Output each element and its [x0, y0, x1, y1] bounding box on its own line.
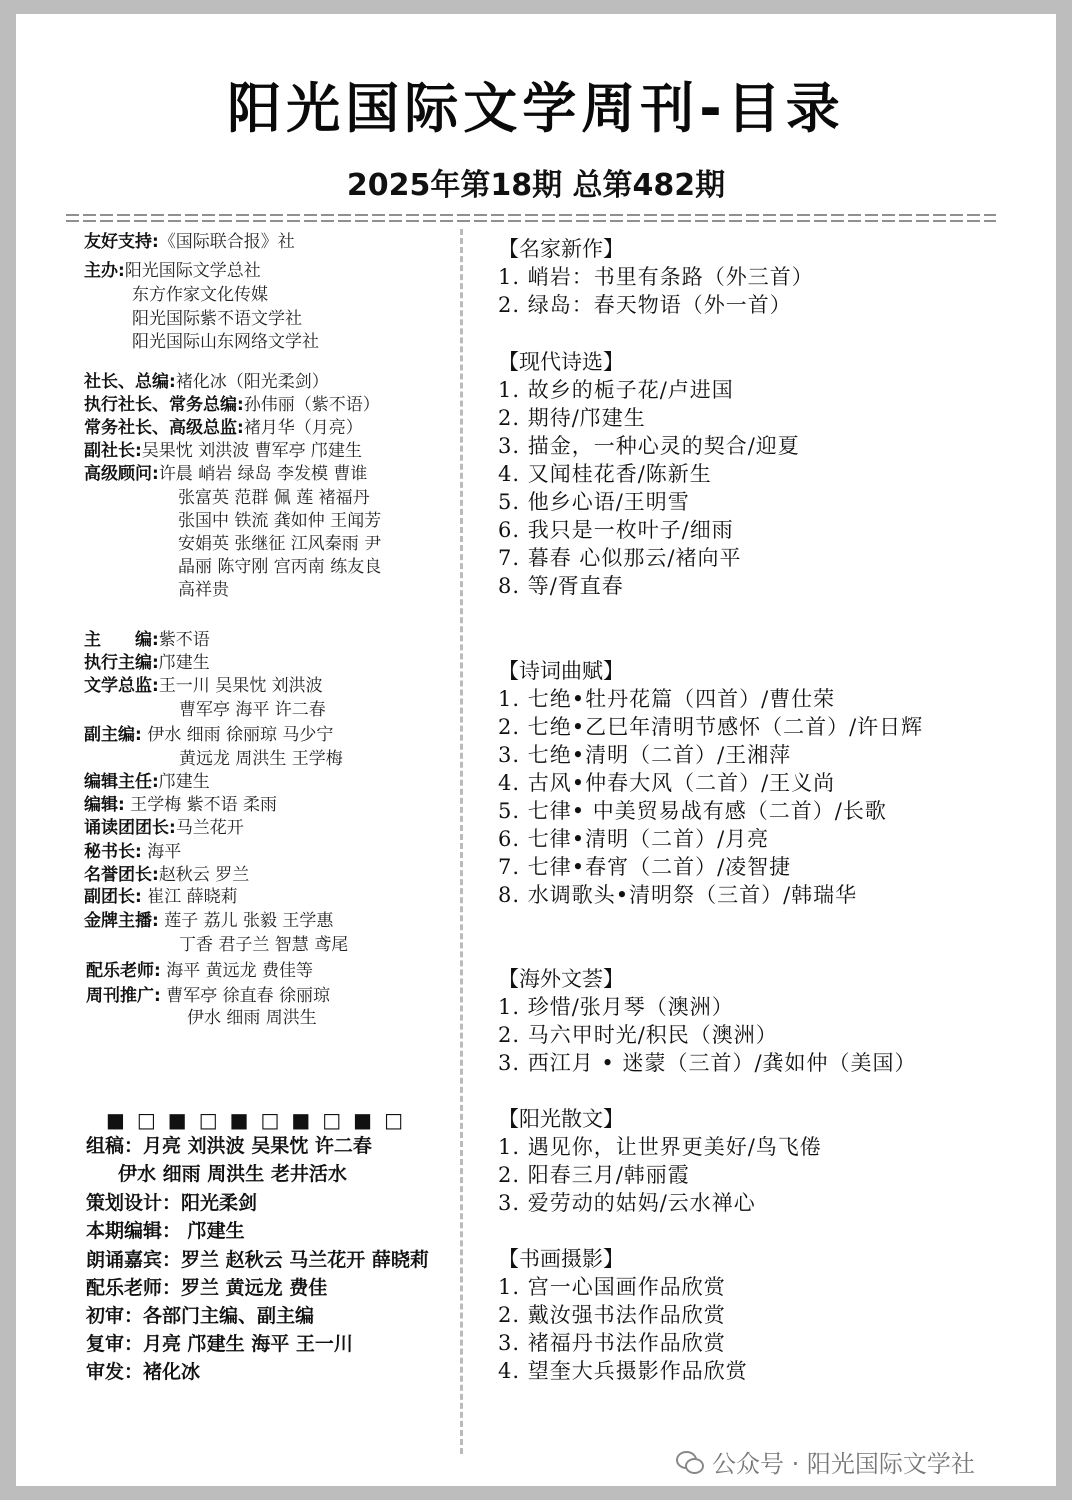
section-heading: 【现代诗选】 — [498, 350, 624, 374]
toc-entry: 2. 马六甲时光/积民（澳洲） — [498, 1023, 778, 1047]
masthead-row — [84, 260, 261, 282]
credit-line: 审发：褚化冰 — [86, 1361, 201, 1383]
masthead-row — [84, 910, 333, 932]
watermark — [676, 1444, 975, 1479]
toc-entry: 4. 古风•仲春大风（二首）/王义尚 — [498, 771, 836, 795]
toc-section — [498, 965, 917, 1077]
toc-entry: 6. 七律•清明（二首）/月亮 — [498, 827, 770, 851]
toc-entry: 8. 等/胥直春 — [498, 574, 624, 598]
masthead-value: 《国际联合报》社 — [158, 232, 295, 252]
masthead-row — [84, 440, 362, 462]
toc-section — [498, 1245, 748, 1385]
credit-line: 策划设计：阳光柔剑 — [86, 1192, 258, 1214]
toc-entry: 7. 七律•春宵（二首）/凌智捷 — [498, 855, 792, 879]
masthead-label: 秘书长: — [84, 842, 142, 862]
masthead-value: 王一川 吴果忱 刘洪波 — [158, 676, 323, 696]
credit-line: 伊水 细雨 周洪生 老井活水 — [118, 1163, 347, 1185]
toc-entry: 3. 爱劳动的姑妈/云水禅心 — [498, 1191, 756, 1215]
credit-line: 复审：月亮 邝建生 海平 王一川 — [86, 1333, 353, 1355]
toc-entry: 2. 戴汝强书法作品欣赏 — [498, 1303, 726, 1327]
section-heading: 【海外文荟】 — [498, 967, 624, 991]
toc-entry: 3. 七绝•清明（二首）/王湘萍 — [498, 743, 792, 767]
toc-entry: 4. 又闻桂花香/陈新生 — [498, 462, 712, 486]
toc-entry: 2. 期待/邝建生 — [498, 406, 646, 430]
masthead-label: 文学总监: — [84, 676, 159, 696]
masthead-label: 主办: — [84, 261, 125, 281]
masthead-value: 吴果忱 刘洪波 曹军亭 邝建生 — [141, 441, 363, 461]
toc-entry: 2. 七绝•乙巳年清明节感怀（二首）/许日辉 — [498, 715, 924, 739]
masthead-value: 海平 — [141, 842, 182, 862]
masthead-label: 副社长: — [84, 441, 142, 461]
credit-line: 本期编辑： 邝建生 — [86, 1220, 245, 1242]
toc-entry: 7. 暮春 心似那云/褚向平 — [498, 546, 742, 570]
masthead-row — [84, 817, 244, 839]
masthead-row — [86, 985, 330, 1007]
masthead-label: 金牌主播: — [84, 911, 159, 931]
masthead-label: 执行社长、常务总编: — [84, 395, 244, 415]
toc-entry: 5. 他乡心语/王明雪 — [498, 490, 690, 514]
masthead-row — [84, 463, 367, 485]
masthead-label: 周刊推广: — [86, 986, 161, 1006]
toc-entry: 3. 褚福丹书法作品欣赏 — [498, 1331, 726, 1355]
masthead-row — [84, 231, 295, 253]
masthead-label: 副团长: — [84, 887, 142, 907]
credit-line: 初审：各部门主编、副主编 — [86, 1305, 315, 1327]
masthead-row — [84, 724, 333, 746]
masthead-value: 莲子 荔儿 张毅 王学惠 — [158, 911, 334, 931]
masthead-value: 曹军亭 徐直春 徐丽琼 — [160, 986, 331, 1006]
toc-section — [498, 1105, 822, 1217]
toc-section — [498, 235, 814, 319]
masthead-value: 张国中 铁流 龚如仲 王闻芳 — [178, 511, 382, 531]
masthead-row — [84, 864, 249, 886]
masthead-value: 邝建生 — [158, 653, 210, 673]
masthead-label: 配乐老师: — [86, 961, 161, 981]
toc-entry: 5. 七律• 中美贸易战有感（二首）/长歌 — [498, 799, 887, 823]
masthead-label: 执行主编: — [84, 653, 159, 673]
section-heading: 【阳光散文】 — [498, 1107, 624, 1131]
masthead-value: 马兰花开 — [175, 818, 244, 838]
masthead-row — [84, 394, 380, 416]
section-heading: 【诗词曲赋】 — [498, 659, 624, 683]
masthead-value: 张富英 范群 佩 莲 褚福丹 — [178, 488, 370, 508]
document-page — [16, 14, 1056, 1486]
toc-entry: 4. 望奎大兵摄影作品欣赏 — [498, 1359, 748, 1383]
masthead-row — [84, 886, 238, 908]
masthead-value: 阳光国际山东网络文学社 — [132, 332, 319, 352]
masthead-label: 友好支持: — [84, 232, 159, 252]
credit-line: 配乐老师：罗兰 黄远龙 费佳 — [86, 1277, 328, 1299]
issue-number: 2025年第18期 总第482期 — [346, 168, 726, 203]
toc-entry: 1. 珍惜/张月琴（澳洲） — [498, 995, 734, 1019]
double-dashed-rule — [66, 212, 996, 225]
masthead-row — [84, 629, 210, 651]
toc-entry: 8. 水调歌头•清明祭（三首）/韩瑞华 — [498, 883, 858, 907]
masthead-label: 副主编: — [84, 725, 142, 745]
masthead-value: 东方作家文化传媒 — [132, 285, 268, 305]
masthead-label: 常务社长、高级总监: — [84, 418, 244, 438]
toc-entry: 1. 峭岩：书里有条路（外三首） — [498, 265, 814, 289]
masthead-value: 伊水 细雨 徐丽琼 马少宁 — [141, 725, 334, 745]
masthead-value: 安娟英 张继征 江风秦雨 尹 — [178, 534, 382, 554]
masthead-row — [84, 841, 181, 863]
column-divider — [460, 229, 463, 1454]
masthead-value: 阳光国际紫不语文学社 — [132, 309, 302, 329]
masthead-value: 王学梅 紫不语 柔雨 — [124, 795, 278, 815]
masthead-row — [84, 371, 329, 393]
masthead-row — [86, 960, 313, 982]
toc-entry: 1. 遇见你，让世界更美好/鸟飞倦 — [498, 1135, 822, 1159]
masthead-value: 伊水 细雨 周洪生 — [187, 1008, 317, 1028]
masthead-label: 社长、总编: — [84, 372, 176, 392]
masthead-value: 晶丽 陈守刚 宫丙南 练友良 — [178, 557, 382, 577]
credit-line: 组稿：月亮 刘洪波 吴果忱 许二春 — [86, 1135, 372, 1157]
masthead-value: 丁香 君子兰 智慧 鸢尾 — [179, 935, 349, 955]
masthead-value: 阳光国际文学总社 — [124, 261, 261, 281]
masthead-label: 编辑主任: — [84, 772, 159, 792]
masthead-row — [84, 794, 277, 816]
toc-entry: 3. 描金，一种心灵的契合/迎夏 — [498, 434, 800, 458]
masthead-label: 编辑: — [84, 795, 125, 815]
masthead-label: 名誉团长: — [84, 865, 159, 885]
masthead-value: 黄远龙 周洪生 王学梅 — [179, 749, 343, 769]
toc-section — [498, 657, 923, 909]
toc-entry: 3. 西江月 • 迷蒙（三首）/龚如仲（美国） — [498, 1051, 917, 1075]
masthead-label: 诵读团团长: — [84, 818, 176, 838]
masthead-value: 许晨 峭岩 绿岛 李发模 曹谁 — [158, 464, 368, 484]
square-ornament: ■□■□■□■□■□ — [106, 1108, 415, 1132]
toc-entry: 1. 故乡的栀子花/卢进国 — [498, 378, 734, 402]
masthead-value: 褚化冰（阳光柔剑） — [175, 372, 329, 392]
section-heading: 【书画摄影】 — [498, 1247, 624, 1271]
toc-section — [498, 348, 800, 600]
credit-line: 朗诵嘉宾：罗兰 赵秋云 马兰花开 薛晓莉 — [86, 1249, 429, 1271]
masthead-value: 高祥贵 — [178, 580, 229, 600]
section-heading: 【名家新作】 — [498, 237, 624, 261]
masthead-value: 赵秋云 罗兰 — [158, 865, 250, 885]
masthead-value: 曹军亭 海平 许二春 — [179, 700, 326, 720]
toc-entry: 2. 绿岛：春天物语（外一首） — [498, 293, 792, 317]
masthead-label: 高级顾问: — [84, 464, 159, 484]
page-title: 阳光国际文学周刊-目录 — [227, 77, 845, 140]
masthead-value: 崔江 薛晓莉 — [141, 887, 238, 907]
masthead-value: 邝建生 — [158, 772, 210, 792]
toc-entry: 1. 宫一心国画作品欣赏 — [498, 1275, 726, 1299]
masthead-row — [84, 652, 210, 674]
toc-entry: 2. 阳春三月/韩丽霞 — [498, 1163, 690, 1187]
masthead-value: 孙伟丽（紫不语） — [243, 395, 380, 415]
masthead-row — [84, 417, 363, 439]
masthead-value: 紫不语 — [158, 630, 210, 650]
masthead-label: 主 编: — [84, 630, 159, 650]
wechat-icon — [676, 1451, 704, 1473]
masthead-row — [84, 771, 210, 793]
toc-entry: 6. 我只是一枚叶子/细雨 — [498, 518, 734, 542]
toc-entry: 1. 七绝•牡丹花篇（四首）/曹仕荣 — [498, 687, 836, 711]
watermark-text: 公众号 · 阳光国际文学社 — [712, 1450, 975, 1478]
masthead-value: 褚月华（月亮） — [243, 418, 363, 438]
masthead-row — [84, 675, 323, 697]
masthead-value: 海平 黄远龙 费佳等 — [160, 961, 314, 981]
